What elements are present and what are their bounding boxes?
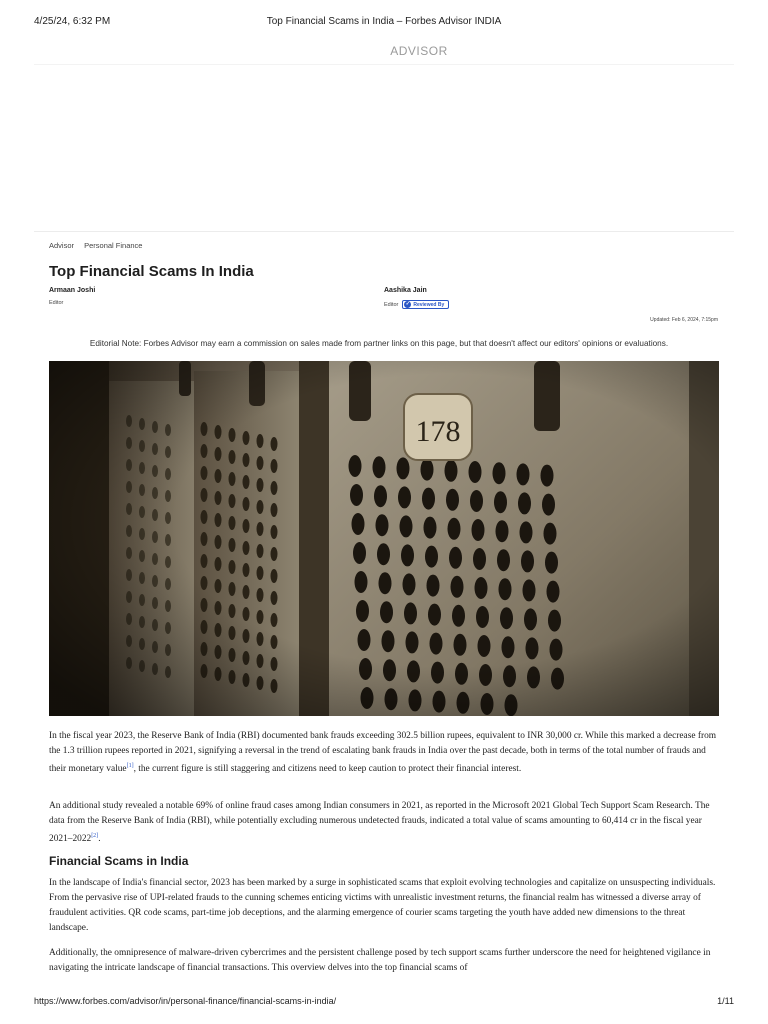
print-page-title: Top Financial Scams in India – Forbes Advisor INDIA: [266, 16, 502, 27]
article-title: Top Financial Scams In India: [49, 263, 254, 280]
print-url: https://www.forbes.com/advisor/in/personal-finance/financial-scams-in-india/: [34, 996, 337, 1006]
print-datetime: 4/25/24, 6:32 PM: [34, 16, 111, 27]
section-heading: Financial Scams in India: [49, 854, 189, 868]
article-paragraph: An additional study revealed a notable 69% of online fraud cases among Indian consumers in 2021, as reported in the Microsoft 2021 Global Tech Support Scam Research. The data from the Reserve Bank of India (RBI), while potentially excluding numerous undetected frauds, indicated a total value of scams amounting to 60,414 cr in the fiscal year 2021–2022[2].: [49, 801, 710, 845]
reviewer-name[interactable]: Aashika Jain: [384, 287, 427, 294]
reviewed-by-badge: [402, 300, 449, 309]
updated-timestamp: Updated: Feb 6, 2024, 7:15pm: [650, 317, 718, 323]
advisor-logo[interactable]: ADVISOR: [390, 44, 448, 58]
author-name[interactable]: Armaan Joshi: [49, 287, 96, 294]
page-number: 1/11: [717, 996, 734, 1006]
locker-photo: [49, 361, 719, 716]
editorial-note: Editorial Note: Forbes Advisor may earn a commission on sales made from partner links on this page, but that doesn't affect our editors' opinions or evaluations.: [89, 339, 669, 348]
breadcrumb-item-advisor[interactable]: Advisor: [49, 241, 75, 250]
footnote-link[interactable]: [1]: [126, 763, 134, 769]
ad-slot: [34, 64, 734, 232]
reviewed-by-label: Reviewed By: [413, 301, 445, 308]
reviewer-role: Editor: [384, 301, 399, 308]
breadcrumb: [49, 241, 150, 250]
author-role: Editor: [49, 300, 64, 306]
reviewer-block: [384, 287, 449, 309]
footnote-link[interactable]: [2]: [91, 833, 99, 839]
article-paragraph: Additionally, the omnipresence of malware-driven cybercrimes and the persistent challenge posed by tech support scams further underscore the need for heightened vigilance in navigating the intricate landscape of financial transactions. This overview delves into the top financial scams of: [49, 948, 711, 973]
print-header: [34, 16, 734, 30]
hero-image: [49, 361, 719, 716]
article-paragraph: In the landscape of India's financial sector, 2023 has been marked by a surge in sophisticated scams that exploit evolving technologies and capitalize on unsuspecting individuals. From the pervasive rise of UPI-related frauds to the cunning schemes enticing victims with unrealistic investment returns, the financial realm has witnessed a diverse array of fraudulent activities. QR code scams, part-time job deceptions, and the alarming emergence of courier scams targeting the youth have added new dimensions to the threat landscape.: [49, 878, 716, 933]
article-paragraph: In the fiscal year 2023, the Reserve Bank of India (RBI) documented bank frauds exceeding 302.5 billion rupees, equivalent to INR 30,000 cr. While this marked a decrease from the 1.3 trillion rupees reported in 2021, signifying a reversal in the trend of escalating bank frauds in India over the past decade, both in terms of the total number of frauds and their monetary value[1], the current figure is still staggering and citizens need to keep caution to protect their financial interest.: [49, 731, 717, 775]
breadcrumb-item-personal-finance[interactable]: Personal Finance: [84, 241, 143, 250]
check-icon: ✓: [405, 301, 410, 307]
author-block: [49, 287, 95, 306]
